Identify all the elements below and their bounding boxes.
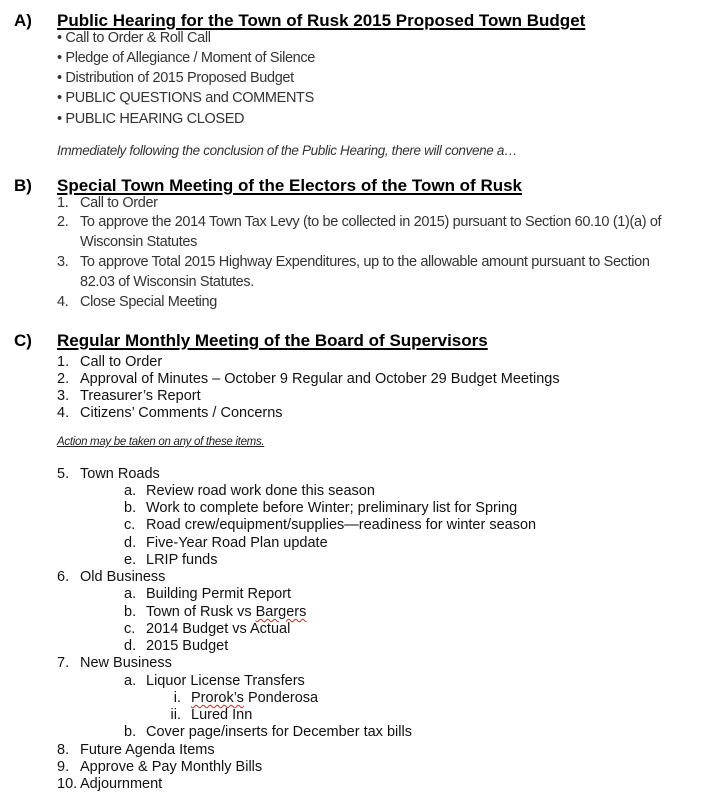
sub-item-letter: a. <box>124 586 137 602</box>
sub-item-text: Building Permit Report <box>146 586 292 602</box>
sub-item-text-part: Town of Rusk vs <box>146 604 256 620</box>
item-text: Wisconsin Statutes <box>80 234 197 250</box>
item-number: 1. <box>57 195 69 211</box>
sub-item-text: Review road work done this season <box>146 483 375 499</box>
item-text: New Business <box>80 655 172 671</box>
item-text: Treasurer’s Report <box>80 388 201 404</box>
sub-item-text <box>146 604 306 620</box>
item-number: 4. <box>57 294 69 310</box>
sub-item-letter: a. <box>124 483 137 499</box>
sub-item-letter: b. <box>124 604 137 620</box>
item-text: Approve & Pay Monthly Bills <box>80 759 263 775</box>
item-text: Old Business <box>80 569 166 585</box>
item-text: Call to Order <box>80 195 158 211</box>
item-text: Close Special Meeting <box>80 294 217 310</box>
roman-item-text: Lured Inn <box>191 707 253 723</box>
item-number: 7. <box>57 655 70 671</box>
section-c-letter: C) <box>14 331 32 350</box>
item-text: Future Agenda Items <box>80 742 215 758</box>
roman-item-text <box>191 690 318 706</box>
spellcheck-flagged-word: Bargers <box>255 604 307 620</box>
sub-item-letter: d. <box>124 638 137 654</box>
sub-item-text: Liquor License Transfers <box>146 673 305 689</box>
section-a-title: Public Hearing for the Town of Rusk 2015 Proposed Town Budget <box>57 11 586 30</box>
item-text: Approval of Minutes – October 9 Regular and October 29 Budget Meetings <box>80 371 560 387</box>
bullet-item: • Pledge of Allegiance / Moment of Silence <box>57 50 315 66</box>
action-note: Action may be taken on any of these items. <box>57 436 265 448</box>
sub-item-text: 2014 Budget vs Actual <box>146 621 291 637</box>
sub-item-letter: b. <box>124 724 137 740</box>
bullet-item: • Distribution of 2015 Proposed Budget <box>57 70 294 86</box>
roman-numeral: i. <box>173 690 181 706</box>
sub-item-letter: c. <box>124 517 136 533</box>
sub-item-text: Five-Year Road Plan update <box>146 535 328 551</box>
sub-item-letter: e. <box>124 552 137 568</box>
sub-item-text: 2015 Budget <box>146 638 229 654</box>
item-number: 4. <box>57 405 70 421</box>
sub-item-text: Work to complete before Winter; preliminary list for Spring <box>146 500 518 516</box>
section-b-letter: B) <box>14 176 32 195</box>
sub-item-letter: d. <box>124 535 137 551</box>
item-number: 8. <box>57 742 70 758</box>
item-text: To approve Total 2015 Highway Expenditures, up to the allowable amount pursuant to Section <box>80 254 650 270</box>
item-text: Adjournment <box>80 776 163 792</box>
item-number: 1. <box>57 354 70 370</box>
item-number: 9. <box>57 759 70 775</box>
spellcheck-flagged-word: Prorok’s <box>191 690 244 706</box>
item-text: To approve the 2014 Town Tax Levy (to be collected in 2015) pursuant to Section 60.10 (1)(a) of <box>80 214 662 230</box>
item-text: 82.03 of Wisconsin Statutes. <box>80 274 254 290</box>
item-number: 3. <box>57 254 69 270</box>
roman-numeral: ii. <box>170 707 181 723</box>
sub-item-letter: a. <box>124 673 137 689</box>
sub-item-text: Road crew/equipment/supplies—readiness for winter season <box>146 517 537 533</box>
section-b-title: Special Town Meeting of the Electors of the Town of Rusk <box>57 176 523 195</box>
item-number: 6. <box>57 569 70 585</box>
transition-note: Immediately following the conclusion of the Public Hearing, there will convene a… <box>57 143 518 158</box>
bullet-item: • PUBLIC HEARING CLOSED <box>57 111 245 127</box>
item-text: Citizens’ Comments / Concerns <box>80 405 283 421</box>
item-number: 2. <box>57 214 69 230</box>
section-c-title: Regular Monthly Meeting of the Board of Supervisors <box>57 331 488 350</box>
item-number: 2. <box>57 371 70 387</box>
section-a-letter: A) <box>14 11 32 30</box>
sub-item-letter: b. <box>124 500 137 516</box>
item-number: 3. <box>57 388 70 404</box>
item-number: 5. <box>57 466 70 482</box>
sub-item-text: Cover page/inserts for December tax bills <box>146 724 412 740</box>
item-number: 10. <box>57 776 78 792</box>
sub-item-letter: c. <box>124 621 136 637</box>
bullet-item: • Call to Order & Roll Call <box>57 30 211 46</box>
roman-item-text-part: Ponderosa <box>243 690 319 706</box>
item-text: Call to Order <box>80 354 163 370</box>
sub-item-text: LRIP funds <box>146 552 218 568</box>
bullet-item: • PUBLIC QUESTIONS and COMMENTS <box>57 90 314 106</box>
item-text: Town Roads <box>80 466 160 482</box>
